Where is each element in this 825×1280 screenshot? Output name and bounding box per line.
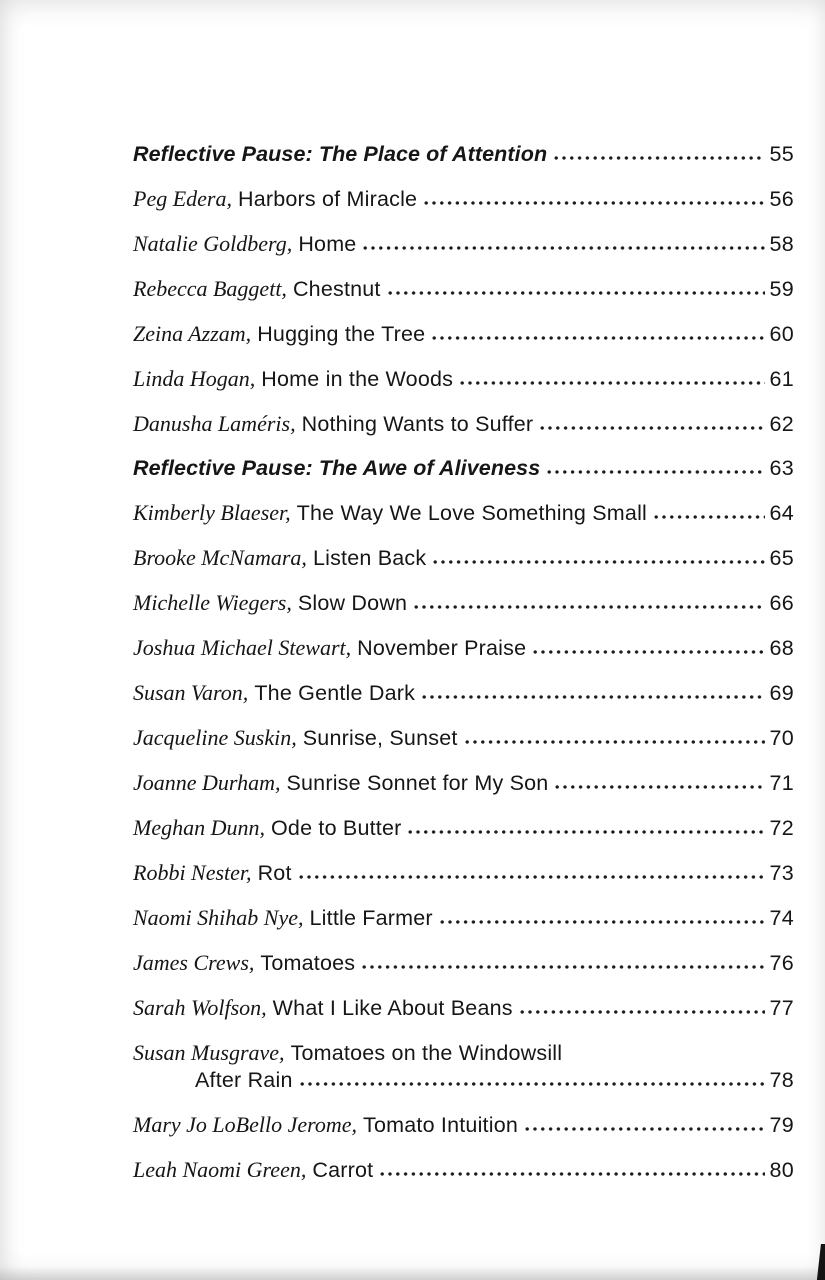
toc-entry-page-number: 69 bbox=[769, 681, 794, 705]
dot-leader bbox=[433, 559, 765, 565]
toc-entry-page-number: 61 bbox=[769, 367, 794, 391]
toc-entry bbox=[133, 1041, 794, 1066]
dot-leader bbox=[460, 380, 765, 386]
toc-entry-author: Kimberly Blaeser, bbox=[133, 500, 291, 525]
toc-entry-title: Tomato Intuition bbox=[363, 1112, 519, 1137]
dot-leader bbox=[362, 964, 765, 970]
toc-entry-author: Susan Musgrave, bbox=[133, 1040, 285, 1065]
toc-entry-title: Sunrise Sonnet for My Son bbox=[286, 771, 549, 795]
toc-entry-title: Tomatoes on the Windowsill bbox=[290, 1041, 563, 1065]
dot-leader bbox=[432, 335, 765, 341]
toc-entry-author: Sarah Wolfson, bbox=[133, 995, 267, 1020]
toc-entry-page-number: 74 bbox=[769, 906, 794, 930]
dot-leader bbox=[440, 919, 766, 925]
toc-entry-page-number: 64 bbox=[769, 501, 794, 525]
toc-entry-title: What I Like About Beans bbox=[272, 996, 513, 1020]
toc-entry-page-number: 71 bbox=[769, 771, 794, 795]
toc-entry-page-number: 73 bbox=[769, 861, 794, 885]
toc-entry-page-number: 58 bbox=[769, 232, 794, 256]
toc-entry-title: Chestnut bbox=[292, 277, 381, 301]
toc-entry bbox=[133, 861, 794, 886]
toc-entry-author: James Crews, bbox=[133, 950, 255, 975]
toc-entry-author: Meghan Dunn, bbox=[133, 815, 265, 840]
dot-leader bbox=[525, 1126, 765, 1132]
toc-entry-title: Reflective Pause: The Awe of Aliveness bbox=[133, 456, 541, 480]
toc-entry-title: Little Farmer bbox=[309, 906, 433, 930]
dot-leader bbox=[299, 874, 766, 880]
toc-entry-author: Brooke McNamara, bbox=[133, 545, 307, 570]
toc-entry-author: Linda Hogan, bbox=[133, 366, 256, 391]
toc-entry bbox=[133, 1069, 794, 1093]
toc-entry-page-number: 77 bbox=[769, 996, 794, 1020]
page-bottom-shadow bbox=[0, 1266, 825, 1280]
toc-entry-page-number: 62 bbox=[769, 412, 794, 436]
toc-entry bbox=[133, 322, 794, 347]
toc-entry bbox=[133, 187, 794, 212]
dot-leader bbox=[380, 1171, 765, 1177]
toc-entry-author: Joshua Michael Stewart, bbox=[133, 635, 352, 660]
toc-entry bbox=[133, 816, 794, 841]
toc-entry-title: Rot bbox=[257, 861, 292, 885]
toc-entry-page-number: 56 bbox=[769, 187, 794, 211]
toc-entry-author: Zeina Azzam, bbox=[133, 321, 252, 346]
toc-entry bbox=[133, 1158, 794, 1183]
toc-entry bbox=[133, 726, 794, 751]
dot-leader bbox=[363, 245, 765, 251]
toc-entry-page-number: 65 bbox=[769, 546, 794, 570]
toc-entry-title: Reflective Pause: The Place of Attention bbox=[133, 142, 548, 166]
toc-entry-title: Ode to Butter bbox=[271, 816, 402, 840]
toc-entry bbox=[133, 996, 794, 1021]
page-corner-mark bbox=[816, 1244, 825, 1280]
toc-entry-title: Slow Down bbox=[297, 591, 408, 615]
toc-entry bbox=[133, 771, 794, 796]
toc-entry bbox=[133, 277, 794, 302]
toc-entry-title: Tomatoes bbox=[260, 951, 356, 975]
toc-entry-title: Sunrise, Sunset bbox=[302, 726, 458, 750]
toc-entry bbox=[133, 457, 794, 481]
toc-entry-title: November Praise bbox=[357, 636, 527, 660]
toc-entry-page-number: 72 bbox=[769, 816, 794, 840]
toc-entry bbox=[133, 367, 794, 392]
dot-leader bbox=[554, 155, 765, 161]
dot-leader bbox=[547, 469, 765, 475]
table-of-contents bbox=[133, 143, 794, 1203]
toc-entry-page-number: 78 bbox=[769, 1067, 794, 1092]
toc-entry-title: Nothing Wants to Suffer bbox=[301, 412, 534, 436]
dot-leader bbox=[520, 1009, 766, 1015]
toc-entry-page-number: 59 bbox=[769, 277, 794, 301]
toc-entry-page-number: 66 bbox=[769, 591, 794, 615]
toc-entry bbox=[133, 546, 794, 571]
toc-entry-title: Listen Back bbox=[312, 546, 427, 570]
toc-entry bbox=[133, 906, 794, 931]
toc-entry-page-number: 76 bbox=[769, 951, 794, 975]
toc-entry-author: Susan Varon, bbox=[133, 680, 249, 705]
toc-entry-author: Joanne Durham, bbox=[133, 770, 281, 795]
toc-entry-page-number: 70 bbox=[769, 726, 794, 750]
dot-leader bbox=[414, 604, 765, 610]
toc-entry-page-number: 60 bbox=[769, 322, 794, 346]
toc-entry-author: Jacqueline Suskin, bbox=[133, 725, 297, 750]
toc-entry-author: Robbi Nester, bbox=[133, 860, 252, 885]
toc-entry bbox=[133, 636, 794, 661]
toc-entry bbox=[133, 501, 794, 526]
dot-leader bbox=[300, 1081, 766, 1087]
toc-entry-author: Danusha Laméris, bbox=[133, 411, 296, 436]
dot-leader bbox=[540, 425, 765, 431]
dot-leader bbox=[424, 200, 765, 206]
dot-leader bbox=[533, 649, 765, 655]
toc-entry-author: Rebecca Baggett, bbox=[133, 276, 287, 301]
toc-entry-title: Home bbox=[298, 232, 357, 256]
toc-entry-page-number: 68 bbox=[769, 636, 794, 660]
toc-entry-title: The Way We Love Something Small bbox=[296, 501, 648, 525]
toc-entry-author: Mary Jo LoBello Jerome, bbox=[133, 1111, 358, 1137]
toc-entry bbox=[133, 1113, 794, 1138]
toc-entry-title: Harbors of Miracle bbox=[237, 187, 418, 211]
toc-entry-title: Hugging the Tree bbox=[257, 322, 426, 346]
toc-entry-page-number: 55 bbox=[769, 142, 794, 166]
dot-leader bbox=[555, 784, 765, 790]
toc-entry-author: Natalie Goldberg, bbox=[133, 231, 293, 256]
toc-entry bbox=[133, 951, 794, 976]
toc-entry bbox=[133, 591, 794, 616]
toc-entry-page-number: 80 bbox=[769, 1157, 794, 1182]
toc-entry-title: Carrot bbox=[312, 1157, 374, 1182]
toc-entry bbox=[133, 681, 794, 706]
toc-entry-author: Leah Naomi Green, bbox=[133, 1156, 307, 1182]
toc-entry-author: Michelle Wiegers, bbox=[133, 590, 292, 615]
dot-leader bbox=[654, 514, 765, 520]
toc-entry-page-number: 79 bbox=[769, 1112, 794, 1137]
dot-leader bbox=[388, 290, 766, 296]
toc-entry-page-number: 63 bbox=[769, 456, 794, 480]
dot-leader bbox=[408, 829, 765, 835]
toc-entry-title: Home in the Woods bbox=[261, 367, 454, 391]
toc-entry bbox=[133, 143, 794, 167]
toc-entry bbox=[133, 412, 794, 437]
toc-entry-author: Peg Edera, bbox=[133, 186, 232, 211]
toc-entry-title: The Gentle Dark bbox=[254, 681, 416, 705]
toc-entry-author: Naomi Shihab Nye, bbox=[133, 905, 304, 930]
toc-entry-title: After Rain bbox=[195, 1067, 293, 1092]
toc-entry bbox=[133, 232, 794, 257]
dot-leader bbox=[422, 694, 765, 700]
dot-leader bbox=[465, 739, 766, 745]
